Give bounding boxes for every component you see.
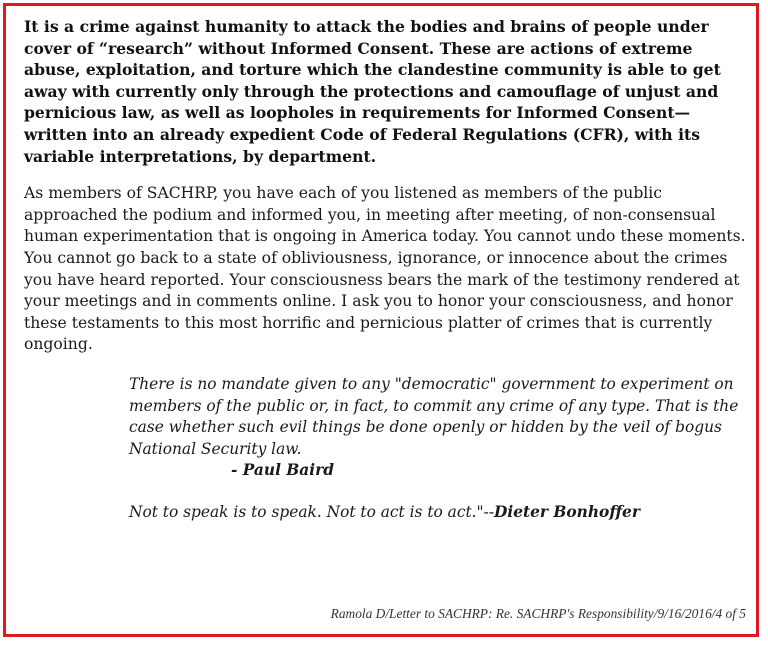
- letter-body: [24, 16, 750, 523]
- bonhoffer-quote-text: Not to speak is to speak. Not to act is to act."--: [129, 502, 495, 521]
- opening-bold-paragraph: It is a crime against humanity to attack the bodies and brains of people under cover of “research” without Informed Consent. These are actions of extreme abuse, exploitation, and torture which the clandestine community is able to get away with currently only through the protections and camouflage of unjust and pernicious law, as well as loopholes in requirements for Informed Consent—written into an already expedient Code of Federal Regulations (CFR), with its variable interpretations, by department.: [24, 17, 721, 166]
- quote-block: [129, 374, 739, 524]
- bonhoffer-quote: [129, 502, 739, 524]
- page-border-frame: [3, 3, 759, 637]
- bonhoffer-attribution: Dieter Bonhoffer: [494, 502, 640, 521]
- page-footer: Ramola D/Letter to SACHRP: Re. SACHRP's Responsibility/9/16/2016/4 of 5: [330, 606, 746, 621]
- baird-attribution: - Paul Baird: [231, 461, 334, 480]
- sachrp-paragraph: As members of SACHRP, you have each of you listened as members of the public approached the podium and informed you, in meeting after meeting, of non-consensual human experimentation that is ongoing in America today. You cannot undo these moments. You cannot go back to a state of obliviousness, ignorance, or innocence about the crimes you have heard reported. Your consciousness bears the mark of the testimony rendered at your meetings and in comments online. I ask you to honor your consciousness, and honor these testaments to this most horrific and pernicious platter of crimes that is currently ongoing.: [24, 184, 746, 354]
- baird-quote: There is no mandate given to any "democratic" government to experiment on members of the public or, in fact, to commit any crime of any type. That is the case whether such evil things be done openly or hidden by the veil of bogus National Security law.: [129, 374, 739, 458]
